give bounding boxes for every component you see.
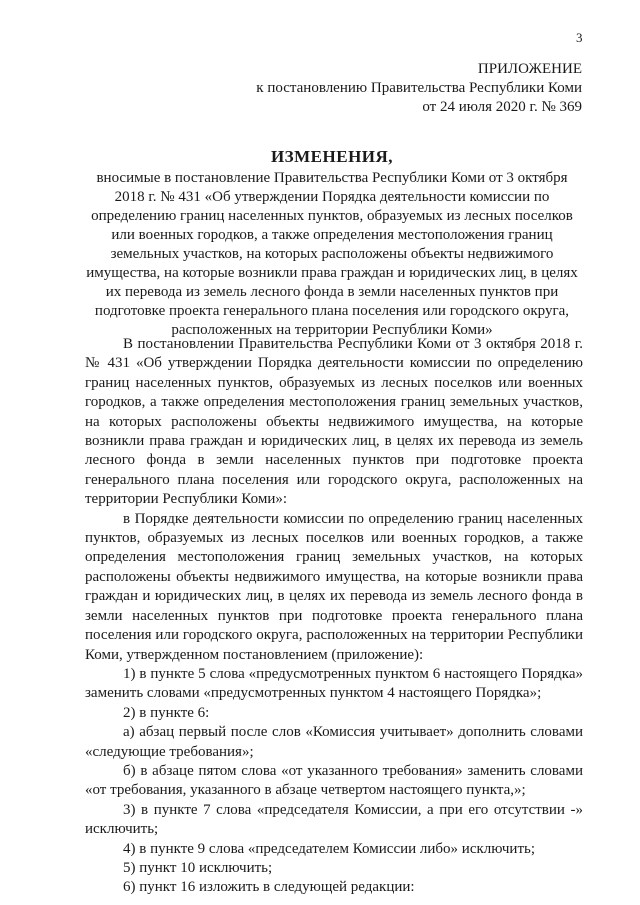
amendment-item-2: 2) в пункте 6:	[123, 704, 210, 721]
body-paragraph-order: в Порядке деятельности комиссии по определению границ населенных пунктов, образуемых из лесных поселков или военных городков, а также определения местоположения границ земельных участков, на которых расположены объекты недвижимого имущества, на которые возникли права граждан и юридических лиц, в целях их перевода из земель лесного фонда в земли населенных пунктов при подготовке проекта генерального плана поселения или городского округа, расположенных на территории Республики Коми, утвержденном постановлением (приложение):	[85, 510, 583, 663]
body-paragraph-intro: В постановлении Правительства Республики Коми от 3 октября 2018 г. № 431 «Об утверждении Порядка деятельности комиссии по определению границ населенных пунктов, образуемых из лесных поселков или военных городков, а также определения местоположения границ земельных участков, на которых расположены объекты недвижимого имущества, на которые возникли права граждан и юридических лиц, в целях их перевода из земель лесного фонда в земли населенных пунктов при подготовке проекта генерального плана поселения или городского округа, расположенных на территории Республики Коми»:	[85, 336, 583, 508]
document-title-block	[82, 147, 582, 340]
document-body	[85, 335, 583, 898]
amendment-item-2b: б) в абзаце пятом слова «от указанного требования» заменить словами «от требования, указанного в абзаце четвертом настоящего пункта,»;	[85, 762, 583, 799]
subtitle-line: расположенных на территории Республики Коми»	[171, 322, 493, 338]
appendix-label: ПРИЛОЖЕНИЕ	[477, 61, 582, 77]
subtitle-line: их перевода из земель лесного фонда в земли населенных пунктов при	[105, 284, 559, 300]
amendment-item-4: 4) в пункте 9 слова «председателем Комиссии либо» исключить;	[123, 840, 536, 857]
amendment-item-3: 3) в пункте 7 слова «председателя Комиссии, а при его отсутствии -» исключить;	[85, 801, 583, 838]
subtitle-line: подготовке проекта генерального плана поселения или городского округа,	[94, 303, 570, 319]
resolution-date: от 24 июля 2020 г. № 369	[422, 99, 582, 115]
appendix-header	[256, 60, 582, 117]
subtitle-line: имущества, на которые возникли права граждан и юридических лиц, в целях	[86, 265, 578, 281]
amendment-item-2a: а) абзац первый после слов «Комиссия учитывает» дополнить словами «следующие требования»;	[85, 724, 583, 760]
page-number: 3	[576, 30, 583, 45]
amendment-item-6: 6) пункт 16 изложить в следующей редакции:	[123, 879, 415, 896]
subtitle-line: или военных городков, а также определения местоположения границ	[111, 227, 553, 243]
amendment-item-5: 5) пункт 10 исключить;	[123, 859, 273, 876]
subtitle-line: вносимые в постановление Правительства Республики Коми от 3 октября	[96, 170, 568, 186]
subtitle-line: 2018 г. № 431 «Об утверждении Порядка деятельности комиссии по	[114, 189, 550, 205]
subtitle-line: земельных участков, на которых расположены объекты недвижимого	[110, 246, 554, 262]
resolution-reference: к постановлению Правительства Республики Коми	[256, 80, 582, 96]
document-subtitle	[82, 169, 582, 340]
document-title: ИЗМЕНЕНИЯ,	[270, 147, 394, 166]
amendment-item-1: 1) в пункте 5 слова «предусмотренных пунктом 6 настоящего Порядка» заменить словами «предусмотренных пунктом 4 настоящего Порядка»;	[85, 665, 583, 702]
subtitle-line: определению границ населенных пунктов, образуемых из лесных поселков	[91, 208, 573, 224]
